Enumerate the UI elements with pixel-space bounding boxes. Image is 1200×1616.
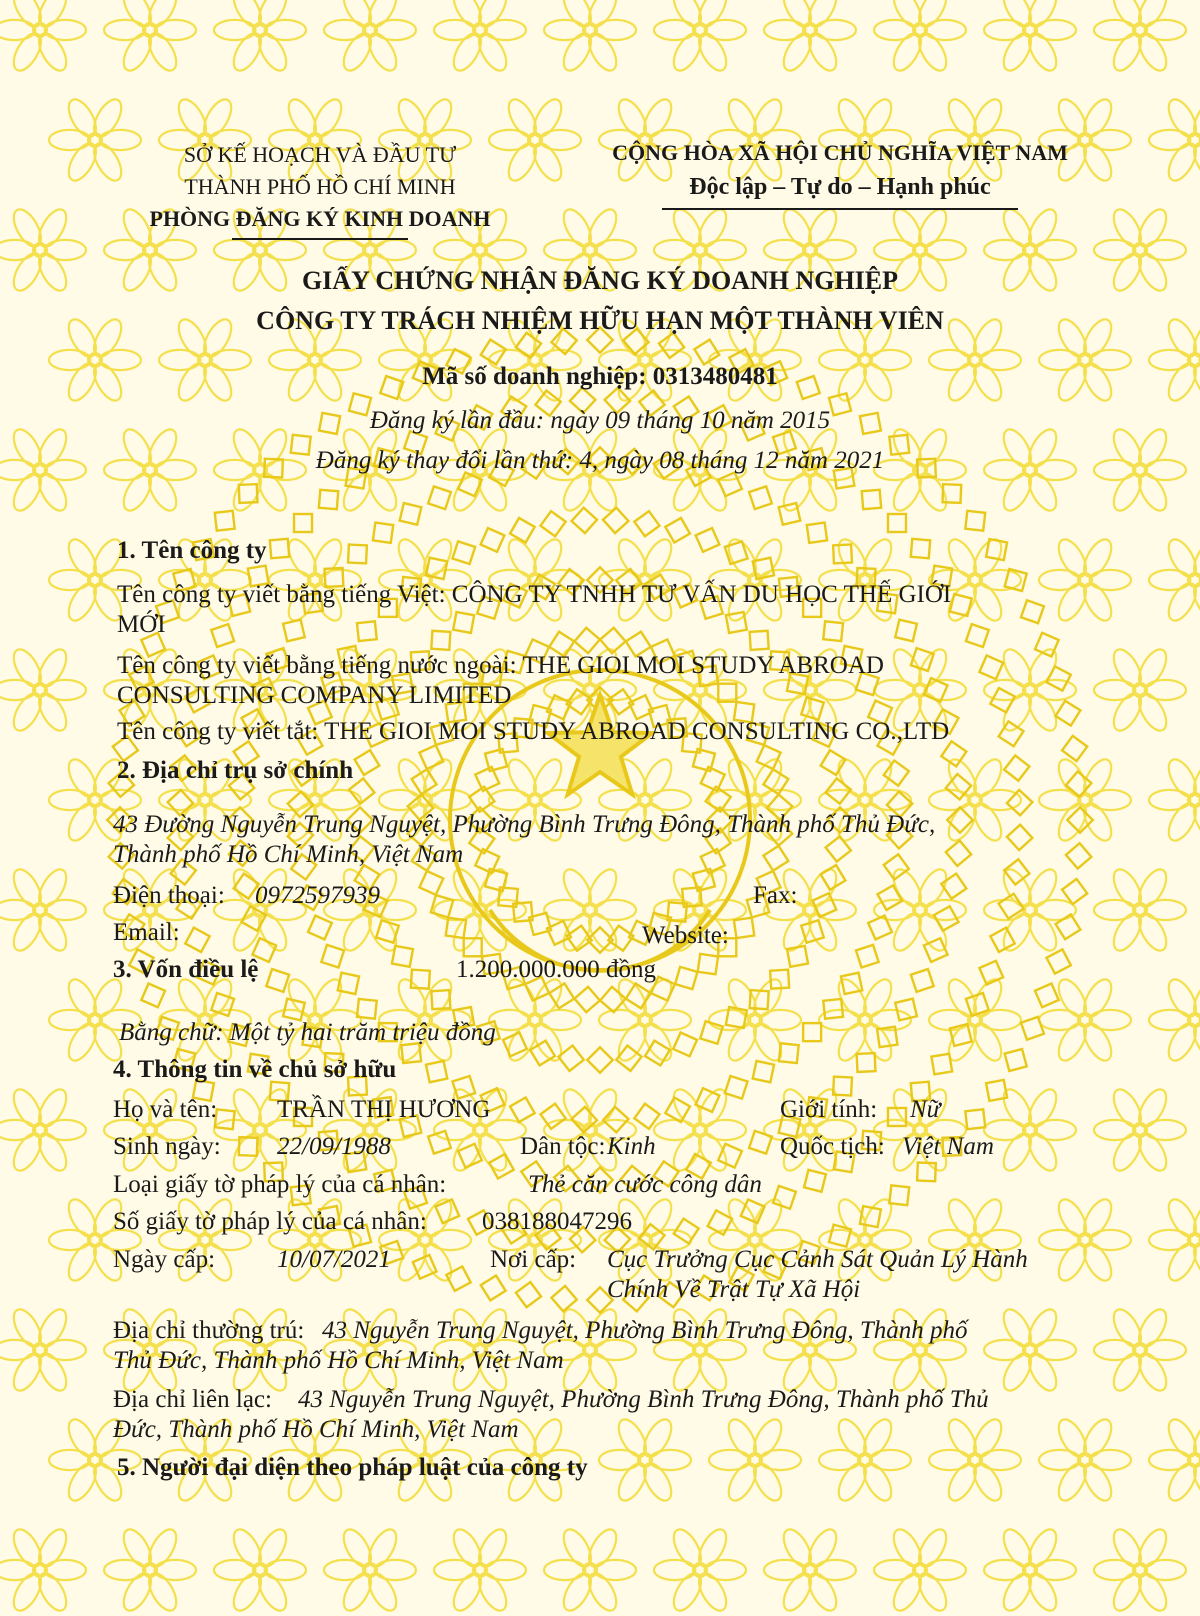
head-office-address-line2: Thành phố Hồ Chí Minh, Việt Nam [113,841,464,868]
first-registration-date: Đăng ký lần đầu: ngày 09 tháng 10 năm 2015 [369,407,831,434]
website-label: Website: [642,922,729,949]
company-name-vn-line2: MỚI [117,611,166,638]
header-right-underline [662,208,1018,210]
section-2-heading: 2. Địa chỉ trụ sở chính [117,757,354,784]
header-ministry: SỞ KẾ HOẠCH VÀ ĐẦU TƯ [183,142,457,167]
owner-name-value: TRẦN THỊ HƯƠNG [277,1096,491,1123]
ethnicity-value: Kinh [607,1133,656,1160]
legal-doc-number-label: Số giấy tờ pháp lý của cá nhân: [113,1208,427,1235]
ethnicity-label: Dân tộc: [520,1133,606,1160]
fax-label: Fax: [753,882,798,909]
issue-place-line2: Chính Về Trật Tự Xã Hội [607,1276,861,1303]
change-registration-date: Đăng ký thay đổi lần thứ: 4, ngày 08 tháng 12 năm 2021 [315,447,885,474]
issue-place-label: Nơi cấp: [490,1246,577,1273]
email-label: Email: [113,919,180,946]
company-name-foreign-line1: Tên công ty viết bằng tiếng nước ngoài: THE GIOI MOI STUDY ABROAD [117,652,884,679]
legal-doc-type-value: Thẻ căn cước công dân [528,1171,762,1198]
nationality-value: Việt Nam [902,1133,994,1160]
gender-label: Giới tính: [780,1096,878,1123]
header-country: CỘNG HÒA XÃ HỘI CHỦ NGHĨA VIỆT NAM [612,140,1068,165]
certificate-title: GIẤY CHỨNG NHẬN ĐĂNG KÝ DOANH NGHIỆP [301,266,899,295]
dob-value: 22/09/1988 [277,1133,391,1160]
charter-capital-amount: 1.200.000.000 đồng [456,956,656,983]
gender-value: Nữ [910,1096,941,1123]
header-left-underline [232,238,408,240]
header-office: PHÒNG ĐĂNG KÝ KINH DOANH [149,206,491,231]
phone-label: Điện thoại: [113,882,225,909]
company-type-title: CÔNG TY TRÁCH NHIỆM HỮU HẠN MỘT THÀNH VIÊN [256,306,944,335]
issue-date-value: 10/07/2021 [277,1246,391,1273]
company-name-vn-line1: Tên công ty viết bằng tiếng Việt: CÔNG TY TNHH TƯ VẤN DU HỌC THẾ GIỚI [117,581,952,608]
contact-address-label: Địa chỉ liên lạc: [113,1386,272,1413]
section-4-heading: 4. Thông tin về chủ sở hữu [113,1056,397,1083]
enterprise-code: Mã số doanh nghiệp: 0313480481 [422,363,778,390]
contact-address-line1: 43 Nguyễn Trung Nguyệt, Phường Bình Trưng Đông, Thành phố Thủ [298,1386,989,1413]
head-office-address-line1: 43 Đường Nguyễn Trung Nguyệt, Phường Bình Trưng Đông, Thành phố Thủ Đức, [113,811,936,838]
section-3-heading: 3. Vốn điều lệ [113,956,259,983]
charter-capital-in-words: Bằng chữ: Một tỷ hai trăm triệu đồng [119,1019,496,1046]
owner-name-label: Họ và tên: [113,1096,218,1123]
legal-doc-type-label: Loại giấy tờ pháp lý của cá nhân: [113,1171,447,1198]
nationality-label: Quốc tịch: [780,1133,885,1160]
header-motto: Độc lập – Tự do – Hạnh phúc [689,174,991,200]
phone-value: 0972597939 [255,882,380,909]
company-name-foreign-line2: CONSULTING COMPANY LIMITED [117,682,512,709]
contact-address-line2: Đức, Thành phố Hồ Chí Minh, Việt Nam [113,1416,519,1443]
header-city: THÀNH PHỐ HỒ CHÍ MINH [184,174,456,199]
section-5-heading: 5. Người đại diện theo pháp luật của công ty [117,1454,588,1481]
permanent-address-label: Địa chỉ thường trú: [113,1317,305,1344]
permanent-address-line1: 43 Nguyễn Trung Nguyệt, Phường Bình Trưng Đông, Thành phố [322,1317,968,1344]
company-short-name: Tên công ty viết tắt: THE GIOI MOI STUDY ABROAD CONSULTING CO.,LTD [117,718,950,745]
permanent-address-line2: Thủ Đức, Thành phố Hồ Chí Minh, Việt Nam [113,1347,564,1374]
issue-date-label: Ngày cấp: [113,1246,216,1273]
section-1-heading: 1. Tên công ty [117,537,267,564]
dob-label: Sinh ngày: [113,1133,221,1160]
issue-place-line1: Cục Trưởng Cục Cảnh Sát Quản Lý Hành [607,1246,1028,1273]
legal-doc-number-value: 038188047296 [482,1208,632,1235]
